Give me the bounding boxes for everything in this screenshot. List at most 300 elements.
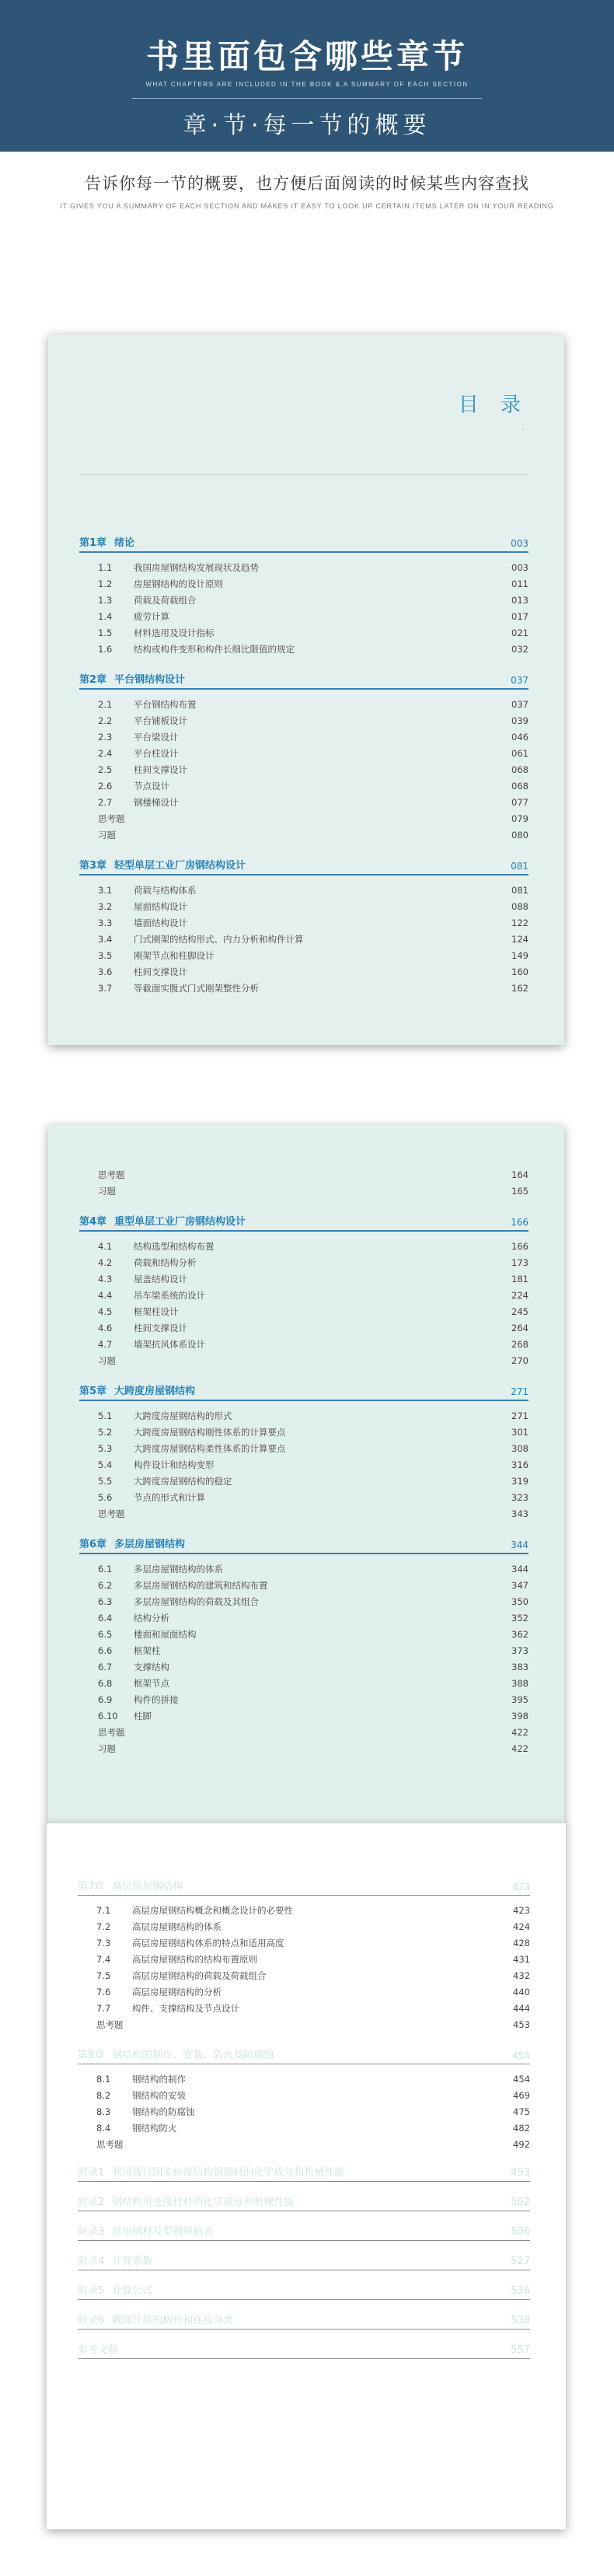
- toc-entry: [79, 1352, 529, 1368]
- entry-number: 2.7: [98, 796, 113, 808]
- appendix-page: 506: [511, 2226, 530, 2238]
- entry-page: 080: [511, 829, 529, 841]
- entry-page: 166: [511, 1240, 529, 1252]
- chapter-title: 平台钢结构设计: [114, 674, 186, 686]
- toc-entry: [79, 641, 529, 657]
- entry-page: 323: [511, 1491, 529, 1503]
- entry-page: 444: [513, 2002, 530, 2014]
- entry-page: 271: [511, 1410, 529, 1421]
- entry-page: 362: [511, 1628, 529, 1640]
- entry-number: 7.3: [96, 1937, 111, 1949]
- toc-entry: [79, 882, 529, 898]
- chapter-heading: [79, 1533, 529, 1553]
- entry-title: 刚架节点和柱脚设计: [134, 949, 215, 961]
- entry-page: 343: [511, 1508, 529, 1519]
- entry-page: 068: [511, 780, 529, 792]
- entry-title: 荷载与结构体系: [134, 884, 197, 896]
- chapter-title: 多层房屋钢结构: [114, 1539, 186, 1550]
- toc-entry: [79, 1561, 529, 1577]
- entry-page: 061: [511, 747, 529, 759]
- entry-page: 088: [511, 900, 529, 912]
- entry-page: 017: [511, 610, 529, 622]
- entry-title: 柱间支撑设计: [134, 764, 187, 775]
- entry-number: 4.7: [98, 1338, 113, 1350]
- chapter-number: 第4章: [79, 1216, 107, 1228]
- entry-number: 3.4: [98, 933, 113, 945]
- entry-title: 思考题: [98, 813, 125, 824]
- entry-number: 6.8: [98, 1677, 113, 1689]
- entry-page: 308: [511, 1442, 529, 1454]
- toc-entry: [79, 1610, 529, 1626]
- toc-entry: [78, 1984, 530, 2000]
- entry-page: 469: [513, 2089, 530, 2101]
- references-page: 557: [511, 2344, 530, 2356]
- toc-entry: [79, 1254, 529, 1271]
- entry-title: 构件设计和结构变形: [134, 1459, 215, 1470]
- entry-page: 032: [511, 643, 529, 655]
- appendix-heading: [78, 2241, 530, 2270]
- entry-title: 柱间支撑设计: [134, 1322, 187, 1333]
- chapter-heading: [79, 1379, 529, 1400]
- toc-entry: [79, 1593, 529, 1610]
- chapter-page: 003: [511, 538, 529, 549]
- chapter-page: 454: [512, 2050, 530, 2061]
- entry-page: 224: [511, 1289, 529, 1301]
- entry-number: 6.2: [98, 1579, 113, 1591]
- entry-number: 2.2: [98, 715, 113, 726]
- entry-number: 1.1: [98, 561, 113, 573]
- entry-title: 疲劳计算: [134, 610, 169, 622]
- entry-title: 墙架抗风体系设计: [134, 1338, 205, 1350]
- entry-title: 平台柱设计: [134, 747, 179, 759]
- appendix-heading: [78, 2152, 530, 2182]
- chapter-rule: [79, 551, 529, 553]
- toc-entry: [79, 947, 529, 963]
- entry-number: 5.4: [98, 1459, 113, 1470]
- banner-subtitle: WHAT CHAPTERS ARE INCLUDED IN THE BOOK & A SUMMARY OF EACH SECTION: [145, 81, 469, 88]
- entry-title: 习题: [98, 1742, 116, 1754]
- entry-title: 荷载及荷载组合: [134, 594, 197, 606]
- toc-entry: [79, 1658, 529, 1675]
- entry-title: 平台铺板设计: [134, 715, 187, 726]
- entry-title: 大跨度房屋钢结构的形式: [134, 1410, 232, 1421]
- entry-title: 构件、支撑结构及节点设计: [132, 2002, 239, 2014]
- chapter-number: 第3章: [79, 860, 107, 872]
- entry-title: 我国房屋钢结构发展现状及趋势: [134, 561, 259, 573]
- entry-number: 5.1: [98, 1410, 113, 1421]
- toc-entry: [79, 1407, 529, 1424]
- toc-entry: [79, 1473, 529, 1489]
- entry-number: 4.2: [98, 1257, 113, 1268]
- entry-title: 习题: [98, 1354, 116, 1366]
- toc-entry: [78, 1951, 530, 1967]
- entry-title: 框架节点: [134, 1677, 169, 1689]
- toc-entry: [79, 1424, 529, 1440]
- toc-dot: ·: [522, 426, 524, 433]
- toc-top-rule: [79, 474, 529, 475]
- entry-number: 8.3: [96, 2106, 111, 2117]
- entry-number: 4.5: [98, 1305, 113, 1317]
- entry-page: 165: [511, 1185, 529, 1197]
- entry-title: 屋盖结构设计: [134, 1273, 187, 1285]
- toc-entry: [79, 1287, 529, 1303]
- entry-number: 4.6: [98, 1322, 113, 1333]
- entry-number: 7.4: [96, 1953, 111, 1965]
- entry-number: 3.6: [98, 966, 113, 977]
- toc-entry: [79, 608, 529, 624]
- entry-title: 结构分析: [134, 1612, 169, 1624]
- entry-title: 楼面和屋面结构: [134, 1628, 197, 1640]
- chapter-title: 大跨度房屋钢结构: [114, 1386, 196, 1397]
- chapter-page: 344: [511, 1540, 529, 1550]
- entry-page: 347: [511, 1579, 529, 1591]
- entry-title: 钢楼梯设计: [134, 796, 179, 808]
- entry-title: 结构选型和结构布置: [134, 1240, 215, 1252]
- entry-number: 6.7: [98, 1661, 113, 1672]
- entry-number: 4.3: [98, 1273, 113, 1285]
- toc-entry: [79, 778, 529, 794]
- toc-list: [79, 1166, 529, 1756]
- toc-entry: [79, 1577, 529, 1593]
- entry-number: 5.5: [98, 1475, 113, 1487]
- toc-entry: [79, 1691, 529, 1707]
- entry-title: 高层房屋钢结构概念和概念设计的必要性: [132, 1904, 293, 1916]
- chapter-heading: [79, 531, 529, 551]
- toc-entry: [79, 1166, 529, 1183]
- entry-title: 钢结构的制作: [132, 2073, 186, 2085]
- appendix-title: 我国现行国家标准结构钢钢材的化学成分和机械性能: [112, 2167, 345, 2179]
- toc-list: [79, 531, 529, 996]
- toc-entry: [79, 914, 529, 931]
- banner-chapter-text: 章·节·每一节的概要: [183, 112, 431, 139]
- toc-entry: [78, 2087, 530, 2103]
- banner-divider: [132, 98, 482, 99]
- toc-entry: [79, 624, 529, 641]
- entry-number: 1.4: [98, 610, 113, 622]
- toc-entry: [79, 1456, 529, 1473]
- entry-title: 柱间支撑设计: [134, 966, 187, 977]
- entry-number: 6.3: [98, 1596, 113, 1607]
- chapter-title: 重型单层工业厂房钢结构设计: [114, 1216, 246, 1228]
- entry-number: 4.4: [98, 1289, 113, 1301]
- chapter-page: 037: [511, 675, 529, 686]
- entry-number: 7.7: [96, 2002, 111, 2014]
- chapter-number: 第2章: [79, 674, 107, 686]
- toc-entry: [79, 1626, 529, 1642]
- chapter-page: 423: [512, 1882, 530, 1893]
- entry-number: 1.5: [98, 627, 113, 638]
- header-banner: [0, 0, 614, 152]
- toc-entry: [79, 898, 529, 914]
- appendix-number: 附录1: [78, 2167, 105, 2179]
- toc-entry: [79, 827, 529, 843]
- entry-title: 思考题: [98, 1508, 125, 1519]
- entry-page: 013: [511, 594, 529, 606]
- chapter-rule: [79, 1400, 529, 1401]
- entry-page: 264: [511, 1322, 529, 1333]
- entry-page: 344: [511, 1563, 529, 1575]
- entry-title: 门式刚架的结构形式、内力分析和构件计算: [134, 933, 304, 945]
- entry-page: 003: [511, 561, 529, 573]
- chapter-number: 第5章: [79, 1386, 107, 1397]
- chapter-number: 第7章: [78, 1881, 105, 1893]
- appendix-number: 附录3: [78, 2226, 105, 2238]
- toc-entry: [79, 1271, 529, 1287]
- entry-title: 框架柱设计: [134, 1305, 179, 1317]
- toc-entry: [78, 1902, 530, 1918]
- entry-number: 2.4: [98, 747, 113, 759]
- toc-entry: [79, 575, 529, 592]
- entry-page: 453: [513, 2019, 530, 2030]
- appendix-number: 附录6: [78, 2315, 105, 2326]
- entry-title: 吊车梁系统的设计: [134, 1289, 205, 1301]
- entry-title: 高层房屋钢结构的分析: [132, 1986, 222, 1998]
- toc-entry: [79, 794, 529, 810]
- toc-entry: [78, 2136, 530, 2152]
- entry-number: 3.2: [98, 900, 113, 912]
- entry-page: 173: [511, 1257, 529, 1268]
- entry-page: 077: [511, 796, 529, 808]
- appendix-title: 常用钢材及型钢规格表: [112, 2226, 214, 2238]
- entry-number: 2.3: [98, 731, 113, 743]
- chapter-rule: [79, 874, 529, 876]
- entry-title: 节点的形式和计算: [134, 1491, 205, 1503]
- toc-entry: [79, 1238, 529, 1254]
- toc-entry: [79, 712, 529, 729]
- entry-title: 墙面结构设计: [134, 917, 187, 928]
- entry-page: 432: [513, 1970, 530, 1981]
- entry-page: 388: [511, 1677, 529, 1689]
- chapter-heading: [79, 668, 529, 688]
- entry-title: 高层房屋钢结构的体系: [132, 1921, 222, 1932]
- entry-title: 多层房屋钢结构的体系: [134, 1563, 223, 1575]
- entry-title: 大跨度房屋钢结构柔性体系的计算要点: [134, 1442, 286, 1454]
- entry-number: 6.6: [98, 1645, 113, 1656]
- entry-page: 268: [511, 1338, 529, 1350]
- appendix-page: 502: [511, 2197, 530, 2208]
- entry-number: 7.2: [96, 1921, 111, 1932]
- toc-entry: [78, 1918, 530, 1935]
- toc-entry: [79, 1183, 529, 1199]
- chapter-heading: [78, 2043, 530, 2064]
- chapter-number: 第8章: [78, 2050, 105, 2061]
- entry-page: 046: [511, 731, 529, 743]
- entry-title: 思考题: [96, 2138, 124, 2150]
- entry-number: 3.3: [98, 917, 113, 928]
- entry-page: 068: [511, 764, 529, 775]
- entry-title: 节点设计: [134, 780, 169, 792]
- toc-entry: [79, 1675, 529, 1691]
- entry-title: 思考题: [96, 2019, 124, 2030]
- appendix-number: 附录5: [78, 2285, 105, 2297]
- entry-number: 6.10: [98, 1710, 118, 1721]
- entry-page: 350: [511, 1596, 529, 1607]
- entry-page: 482: [513, 2122, 530, 2134]
- entry-title: 习题: [98, 829, 116, 841]
- entry-title: 高层房屋钢结构的结构布置原则: [132, 1953, 257, 1965]
- chapter-title: 轻型单层工业厂房钢结构设计: [114, 860, 246, 872]
- entry-page: 440: [513, 1986, 530, 1998]
- appendix-title: 计算公式: [112, 2285, 153, 2297]
- chapter-page: 271: [511, 1386, 529, 1397]
- appendix-number: 附录2: [78, 2197, 105, 2208]
- entry-title: 屋面结构设计: [134, 900, 187, 912]
- chapter-number: 第1章: [79, 537, 107, 549]
- chapter-rule: [78, 1895, 530, 1896]
- entry-title: 思考题: [98, 1169, 125, 1180]
- toc-entry: [79, 592, 529, 608]
- chapter-rule: [79, 1553, 529, 1554]
- entry-page: 160: [511, 966, 529, 977]
- entry-page: 475: [513, 2106, 530, 2117]
- appendix-heading: [78, 2182, 530, 2211]
- entry-page: 039: [511, 715, 529, 726]
- entry-number: 4.1: [98, 1240, 113, 1252]
- chapter-title: 钢结构的制作、安装、防火及防腐蚀: [112, 2050, 274, 2061]
- appendix-page: 527: [511, 2256, 530, 2267]
- entry-number: 2.6: [98, 780, 113, 792]
- entry-page: 181: [511, 1273, 529, 1285]
- toc-page-3: [47, 1823, 566, 2529]
- appendix-number: 附录4: [78, 2256, 105, 2267]
- entry-page: 021: [511, 627, 529, 638]
- entry-title: 高层房屋钢结构体系的特点和适用高度: [132, 1937, 284, 1949]
- toc-entry: [79, 761, 529, 778]
- entry-title: 思考题: [98, 1726, 125, 1738]
- entry-page: 011: [511, 578, 529, 589]
- toc-entry: [79, 810, 529, 827]
- toc-entry: [79, 980, 529, 996]
- toc-entry: [79, 1303, 529, 1319]
- toc-entry: [79, 696, 529, 712]
- entry-title: 平台梁设计: [134, 731, 179, 743]
- entry-title: 框架柱: [134, 1645, 161, 1656]
- entry-page: 454: [513, 2073, 530, 2085]
- entry-number: 2.1: [98, 698, 113, 710]
- chapter-page: 081: [511, 861, 529, 872]
- entry-title: 房屋钢结构的设计原则: [134, 578, 223, 589]
- entry-page: 395: [511, 1693, 529, 1705]
- appendix-heading: [78, 2211, 530, 2241]
- entry-page: 373: [511, 1645, 529, 1656]
- entry-page: 431: [513, 1953, 530, 1965]
- toc-entry: [79, 1724, 529, 1740]
- entry-page: 124: [511, 933, 529, 945]
- entry-title: 钢结构防火: [132, 2122, 177, 2134]
- banner-title: 书里面包含哪些章节: [145, 37, 468, 75]
- chapter-rule: [79, 688, 529, 690]
- appendix-heading: [78, 2300, 530, 2330]
- chapter-heading: [79, 1210, 529, 1230]
- entry-page: 383: [511, 1661, 529, 1672]
- entry-page: 423: [513, 1904, 530, 1916]
- toc-entry: [79, 729, 529, 745]
- toc-entry: [78, 2103, 530, 2120]
- entry-title: 大跨度房屋钢结构的稳定: [134, 1475, 232, 1487]
- toc-page-1: [48, 334, 564, 1045]
- entry-title: 钢结构的安装: [132, 2089, 186, 2101]
- entry-number: 3.7: [98, 982, 113, 994]
- entry-title: 柱脚: [134, 1710, 152, 1721]
- entry-number: 7.6: [96, 1986, 111, 1998]
- toc-entry: [78, 2000, 530, 2016]
- toc-entry: [79, 1336, 529, 1352]
- entry-title: 大跨度房屋钢结构刚性体系的计算要点: [134, 1426, 286, 1438]
- toc-entry: [78, 1935, 530, 1951]
- entry-page: 424: [513, 1921, 530, 1932]
- entry-number: 8.1: [96, 2073, 111, 2085]
- toc-list: [78, 1875, 530, 2359]
- entry-number: 6.9: [98, 1693, 113, 1705]
- entry-number: 5.6: [98, 1491, 113, 1503]
- appendix-page: 538: [511, 2315, 530, 2326]
- chapter-title: 绪论: [114, 537, 135, 549]
- entry-title: 多层房屋钢结构的荷载及其组合: [134, 1596, 259, 1607]
- references-title: 参考文献: [78, 2344, 119, 2356]
- appendix-page: 536: [511, 2285, 530, 2297]
- entry-title: 结构或构件变形和构件长细比限值的规定: [134, 643, 295, 655]
- appendix-page: 493: [511, 2167, 530, 2179]
- chapter-heading: [79, 854, 529, 874]
- entry-page: 079: [511, 813, 529, 824]
- entry-number: 6.5: [98, 1628, 113, 1640]
- entry-title: 构件的拼接: [134, 1693, 179, 1705]
- entry-page: 422: [511, 1726, 529, 1738]
- toc-entry: [79, 1740, 529, 1756]
- entry-title: 荷载和结构分析: [134, 1257, 197, 1268]
- entry-page: 492: [513, 2138, 530, 2150]
- entry-number: 8.2: [96, 2089, 111, 2101]
- toc-entry: [79, 1642, 529, 1658]
- entry-page: 398: [511, 1710, 529, 1721]
- toc-title: 目 录: [458, 393, 529, 417]
- toc-entry: [79, 559, 529, 575]
- entry-page: 319: [511, 1475, 529, 1487]
- entry-number: 5.2: [98, 1426, 113, 1438]
- intro-text-en: IT GIVES YOU A SUMMARY OF EACH SECTION AND MAKES IT EASY TO LOOK UP CERTAIN ITEMS LATER ON IN YOUR READING: [60, 202, 554, 210]
- entry-number: 1.6: [98, 643, 113, 655]
- toc-page-2: [48, 1125, 564, 1826]
- entry-number: 3.1: [98, 884, 113, 896]
- entry-number: 6.4: [98, 1612, 113, 1624]
- entry-title: 等截面实腹式门式刚架整性分析: [134, 982, 259, 994]
- entry-title: 平台钢结构布置: [134, 698, 197, 710]
- references-heading: [78, 2330, 530, 2359]
- chapter-page: 166: [511, 1217, 529, 1228]
- toc-entry: [78, 2120, 530, 2136]
- entry-number: 2.5: [98, 764, 113, 775]
- toc-entry: [79, 745, 529, 761]
- appendix-heading: [78, 2270, 530, 2300]
- entry-page: 316: [511, 1459, 529, 1470]
- entry-page: 270: [511, 1354, 529, 1366]
- toc-entry: [79, 931, 529, 947]
- entry-number: 3.5: [98, 949, 113, 961]
- intro-text: 告诉你每一节的概要，也方便后面阅读的时候某些内容查找: [85, 174, 529, 193]
- entry-title: 高层房屋钢结构的荷载及荷载组合: [132, 1970, 267, 1981]
- toc-entry: [79, 963, 529, 980]
- chapter-number: 第6章: [79, 1539, 107, 1550]
- appendix-title: 计算系数: [112, 2256, 153, 2267]
- entry-page: 081: [511, 884, 529, 896]
- entry-page: 162: [511, 982, 529, 994]
- toc-entry: [78, 2016, 530, 2032]
- entry-title: 钢结构的防腐蚀: [132, 2106, 195, 2117]
- entry-title: 多层房屋钢结构的建筑和结构布置: [134, 1579, 268, 1591]
- chapter-heading: [78, 1875, 530, 1895]
- entry-page: 164: [511, 1169, 529, 1180]
- appendix-title: 钢结构用连接材料的化学成分和机械性能: [112, 2197, 295, 2208]
